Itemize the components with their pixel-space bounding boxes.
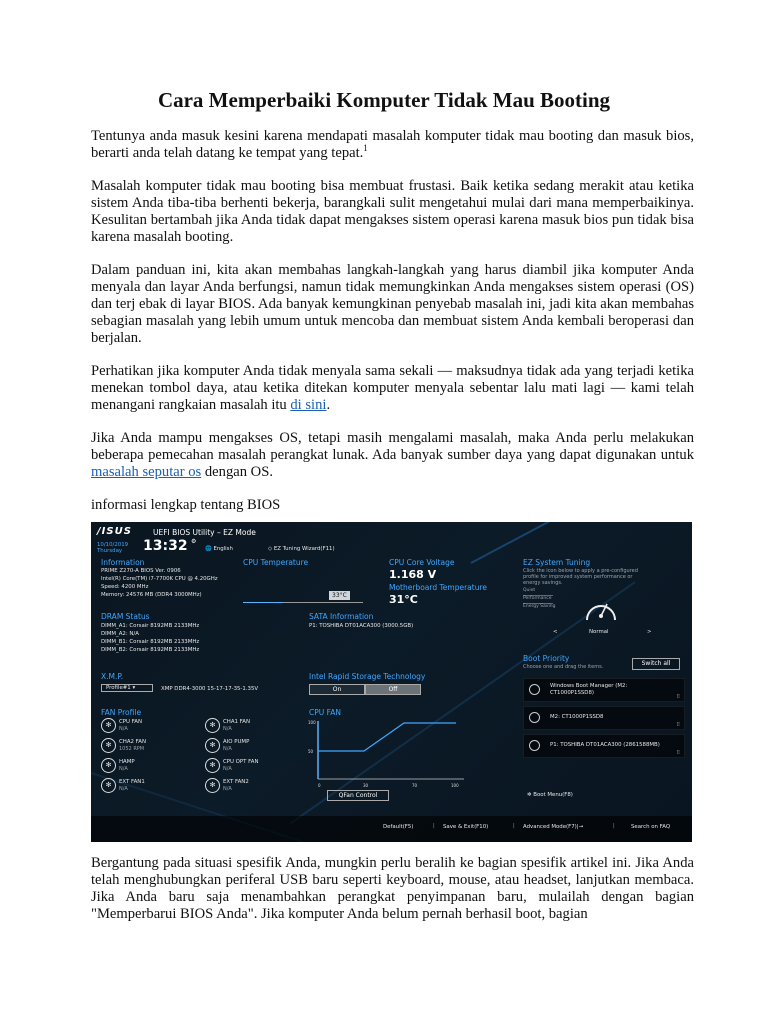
cpu-temp-value: 33°C	[329, 591, 350, 600]
ez-next-arrow[interactable]: >	[647, 629, 652, 635]
drag-handle-icon[interactable]: ⠿	[676, 750, 680, 756]
xmp-heading: X.M.P.	[101, 672, 124, 681]
link-di-sini[interactable]: di sini	[290, 397, 327, 413]
bios-day: Thursday	[97, 548, 123, 554]
ez-option-divider	[523, 603, 553, 604]
fan-icon: ✻	[205, 758, 220, 773]
paragraph-bios-info: informasi lengkap tentang BIOS	[91, 497, 281, 513]
xmp-profile-value: Profile#1	[106, 685, 131, 691]
mb-temp-value: 31°C	[389, 593, 418, 606]
dram-slot: DIMM_B2: Corsair 8192MB 2133MHz	[101, 647, 200, 653]
xmp-profile-select[interactable]	[101, 684, 153, 692]
paragraph-os-end: dengan OS.	[201, 464, 273, 480]
paragraph-no-power-text: Perhatikan jika komputer Anda tidak menyala sama sekali — maksudnya tidak ada yang terjadi ketika menekan tombol daya, atau ketika ditekan komputer menyala sebentar lalu mati lagi — kami telah menangani rangkaian masalah itu	[91, 363, 694, 413]
fan-icon: ✻	[101, 738, 116, 753]
bios-time: 13:32	[143, 538, 188, 554]
x-tick-100: 100	[451, 783, 459, 788]
footer-separator: |	[513, 823, 515, 829]
dram-slot: DIMM_A2: N/A	[101, 631, 139, 637]
default-button[interactable]: Default(F5)	[383, 824, 414, 830]
link-masalah-seputar-os[interactable]: masalah seputar os	[91, 464, 202, 480]
fan-icon: ✻	[205, 718, 220, 733]
cpu-voltage-heading: CPU Core Voltage	[389, 558, 455, 567]
info-board: PRIME Z270-A BIOS Ver. 0906	[101, 568, 181, 574]
ez-option-quiet[interactable]: Quiet	[523, 588, 536, 593]
dram-slot: DIMM_B1: Corsair 8192MB 2133MHz	[101, 639, 200, 645]
paragraph-intro	[91, 128, 694, 162]
ez-system-tuning-heading: EZ System Tuning	[523, 558, 591, 567]
fan-icon: ✻	[205, 778, 220, 793]
save-exit-button[interactable]: Save & Exit(F10)	[443, 824, 489, 830]
info-memory: Memory: 24576 MB (DDR4 3000MHz)	[101, 592, 202, 598]
boot-item-label: P1: TOSHIBA DT01ACA300 (2861588MB)	[550, 742, 660, 748]
language-selector[interactable]: 🌐 English	[205, 546, 233, 552]
cpu-fan-axis-highlight	[317, 721, 319, 779]
fan-icon: ✻	[101, 718, 116, 733]
fan-name: EXT FAN1	[119, 779, 145, 785]
boot-item-label: Windows Boot Manager (M2: CT1000P1SSD8)	[550, 683, 628, 696]
article-body-bottom	[91, 855, 694, 939]
fan-icon: ✻	[101, 758, 116, 773]
footer-separator: |	[433, 823, 435, 829]
paragraph-guide: Dalam panduan ini, kita akan membahas langkah-langkah yang harus diambil jika komputer Anda menyala dan layar Anda berfungsi, namun tidak memungkinkan Anda mengakses sistem operasi (OS) dan terj ebak di layar BIOS. Ada banyak kemungkinan penyebab masalah ini, jadi kita akan membahas sebagian masalah yang lebih umum untuk mencoba dan membuat sistem Anda kembali beroperasi dan berjalan.	[91, 262, 694, 346]
search-faq-button[interactable]: Search on FAQ	[631, 824, 671, 830]
fan-icon: ✻	[205, 738, 220, 753]
boot-item[interactable]	[523, 706, 685, 730]
info-speed: Speed: 4200 MHz	[101, 584, 149, 590]
cpu-fan-curve	[318, 723, 456, 751]
ez-tuning-desc: energy savings.	[523, 580, 563, 586]
fan-value: 1052 RPM	[119, 746, 145, 752]
cpu-temp-heading: CPU Temperature	[243, 558, 309, 567]
disk-icon	[529, 740, 540, 751]
paragraph-intro-text: Tentunya anda masuk kesini karena mendapati masalah komputer tidak mau booting dan masuk bios, berarti anda telah datang ke tempat yang tepat.	[91, 128, 694, 161]
x-tick-0: 0	[318, 783, 321, 788]
paragraph-situation: Bergantung pada situasi spesifik Anda, mungkin perlu beralih ke bagian spesifik artikel ini. Jika Anda telah menghubungkan periferal USB baru seperti keyboard, mouse, atau headset, lanjutkan membaca. Jika Anda baru saja menambahkan perangkat penyimpanan baru, mulailah dengan bagian "Memperbarui BIOS Anda". Jika komputer Anda belum pernah berhasil boot, bagian	[91, 855, 694, 922]
snowflake-icon: ✲	[527, 792, 532, 798]
page-title: Cara Memperbaiki Komputer Tidak Mau Booting	[157, 88, 611, 112]
information-heading: Information	[101, 558, 145, 567]
gear-icon[interactable]: ⚙	[191, 538, 197, 545]
drag-handle-icon[interactable]: ⠿	[676, 694, 680, 700]
rst-on-button[interactable]: On	[309, 684, 365, 695]
boot-menu-label: Boot Menu(F8)	[533, 792, 573, 798]
boot-priority-heading: Boot Priority	[523, 654, 570, 663]
disk-icon	[529, 684, 540, 695]
paragraph-no-power	[91, 363, 694, 414]
ez-tuning-desc: Click the icon below to apply a pre-configured	[523, 568, 638, 574]
y-tick-50: 50	[308, 749, 314, 754]
ez-option-energy-saving[interactable]: Energy Saving	[523, 604, 556, 609]
qfan-control-button[interactable]: QFan Control	[327, 790, 389, 801]
boot-item[interactable]	[523, 734, 685, 758]
paragraph-no-power-end: .	[326, 397, 331, 413]
ez-tuning-wizard-button[interactable]: ◇ EZ Tuning Wizard(F11)	[268, 546, 335, 552]
fan-name: CHA1 FAN	[223, 719, 250, 725]
advanced-mode-button[interactable]: Advanced Mode(F7)|→	[523, 824, 584, 830]
fan-value: N/A	[119, 786, 128, 792]
ez-tuning-wizard-label: EZ Tuning Wizard(F11)	[273, 546, 335, 552]
cpu-fan-heading: CPU FAN	[309, 708, 341, 717]
dram-slot: DIMM_A1: Corsair 8192MB 2133MHz	[101, 623, 200, 629]
fan-name: CHA2 FAN	[119, 739, 146, 745]
switch-all-button[interactable]: Switch all	[632, 658, 680, 670]
ez-prev-arrow[interactable]: <	[553, 629, 558, 635]
xmp-description: XMP DDR4-3000 15-17-17-35-1.35V	[161, 686, 259, 692]
chevron-down-icon: ▾	[132, 685, 136, 691]
bios-footer	[91, 816, 692, 842]
drag-handle-icon[interactable]: ⠿	[676, 722, 680, 728]
footnote-marker: 1	[363, 143, 368, 154]
fan-value: N/A	[119, 726, 128, 732]
ez-option-divider	[523, 595, 553, 596]
sata-heading: SATA Information	[309, 612, 374, 621]
fan-profile-heading: FAN Profile	[101, 708, 142, 717]
fan-name: AIO PUMP	[223, 739, 250, 745]
cpu-fan-curve-chart[interactable]	[306, 717, 466, 797]
boot-priority-desc: Choose one and drag the items.	[523, 664, 604, 670]
bios-utility-title: UEFI BIOS Utility – EZ Mode	[153, 528, 256, 537]
paragraph-frustration: Masalah komputer tidak mau booting bisa membuat frustasi. Baik ketika sedang merakit atau ketika sistem Anda tiba-tiba berhenti bekerja, barangkali sulit mengetahui mulai dari mana memperbaikinya. Kesulitan bertambah jika Anda tidak dapat mengakses sistem operasi karena masuk bios pun tidak bisa karena masalah booting.	[91, 178, 694, 245]
fan-name: CPU FAN	[119, 719, 142, 725]
ez-mode-label: Normal	[589, 629, 609, 635]
article-body-top	[91, 128, 694, 530]
footer-separator: |	[613, 823, 615, 829]
fan-icon: ✻	[101, 778, 116, 793]
cpu-voltage-value: 1.168 V	[389, 568, 437, 581]
paragraph-os	[91, 430, 694, 481]
language-label: English	[213, 546, 233, 552]
disk-icon	[529, 712, 540, 723]
paragraph-os-text: Jika Anda mampu mengakses OS, tetapi masih mengalami masalah, maka Anda perlu melakukan beberapa pemecahan masalah perangkat lunak. Ada banyak sumber daya yang dapat digunakan untuk	[91, 430, 694, 463]
boot-menu-button[interactable]	[527, 792, 573, 798]
fan-name: EXT FAN2	[223, 779, 249, 785]
ez-tuning-desc: profile for improved system performance or	[523, 574, 633, 580]
dram-heading: DRAM Status	[101, 612, 150, 621]
rst-off-button[interactable]: Off	[365, 684, 421, 695]
rst-heading: Intel Rapid Storage Technology	[309, 672, 426, 681]
bios-screenshot	[91, 522, 692, 842]
mb-temp-heading: Motherboard Temperature	[389, 583, 488, 592]
ez-option-performance[interactable]: Performance	[523, 596, 552, 601]
fan-value: N/A	[223, 786, 232, 792]
fan-value: N/A	[223, 766, 232, 772]
sata-device: P1: TOSHIBA DT01ACA300 (3000.5GB)	[309, 623, 414, 629]
bios-date: 10/10/2019	[97, 542, 129, 548]
fan-name: HAMP	[119, 759, 135, 765]
fan-value: N/A	[119, 766, 128, 772]
boot-item-label: M2: CT1000P1SSD8	[550, 714, 604, 720]
cpu-temp-level	[243, 602, 283, 603]
x-tick-70: 70	[412, 783, 418, 788]
asus-logo: /ISUS	[97, 526, 132, 537]
fan-name: CPU OPT FAN	[223, 759, 259, 765]
y-tick-100: 100	[308, 720, 316, 725]
speedometer-icon[interactable]	[581, 592, 621, 626]
info-cpu: Intel(R) Core(TM) i7-7700K CPU @ 4.20GHz	[101, 576, 218, 582]
fan-value: N/A	[223, 746, 232, 752]
x-tick-30: 30	[363, 783, 369, 788]
boot-item[interactable]	[523, 678, 685, 702]
fan-value: N/A	[223, 726, 232, 732]
